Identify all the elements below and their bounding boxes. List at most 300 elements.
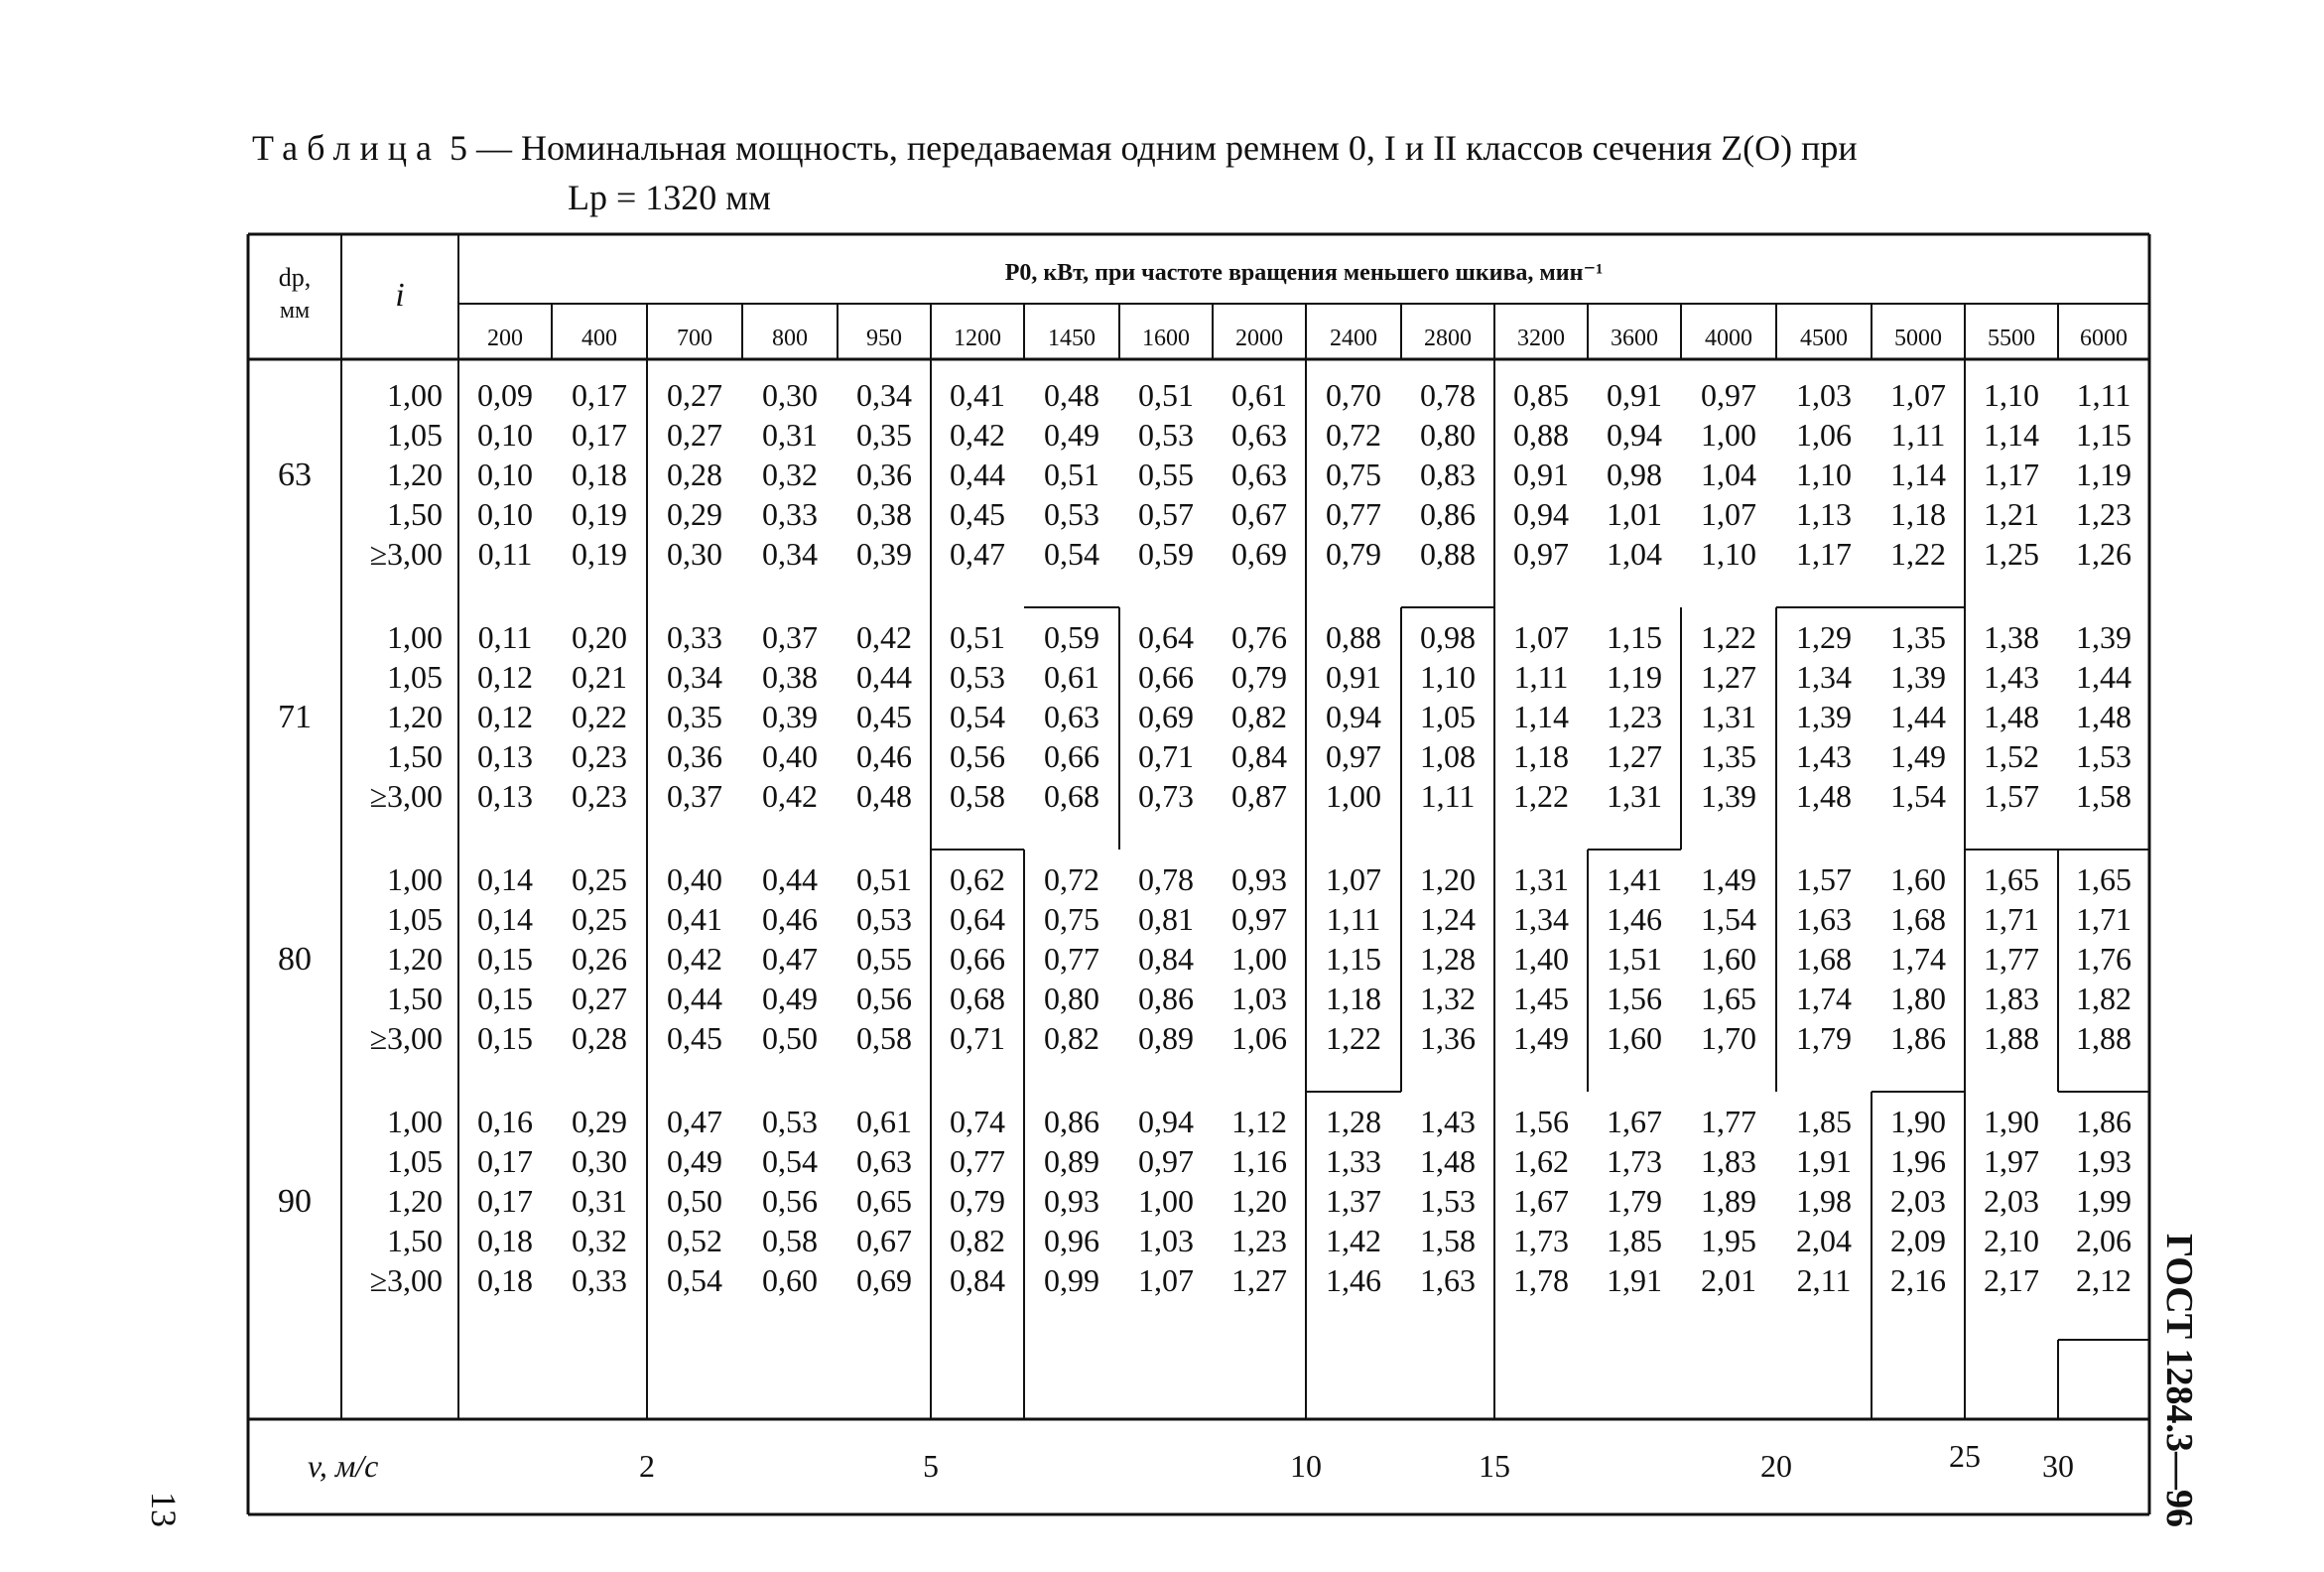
power-cell: 0,77: [1044, 941, 1099, 977]
power-cell: 1,90: [1890, 1104, 1946, 1139]
power-cell: 0,23: [572, 778, 627, 814]
power-cell: 0,44: [667, 981, 722, 1016]
power-cell: 1,88: [2076, 1020, 2131, 1056]
power-cell: 1,11: [1890, 417, 1946, 453]
rpm-header-cell: 3200: [1517, 326, 1565, 351]
power-cell: 1,26: [2076, 536, 2131, 572]
power-cell: 1,14: [1984, 417, 2039, 453]
power-cell: 0,20: [572, 619, 627, 655]
power-cell: 0,31: [762, 417, 818, 453]
power-cell: 0,44: [856, 659, 912, 695]
power-cell: 0,17: [477, 1183, 533, 1219]
power-cell: 1,48: [2076, 699, 2131, 734]
i-value: 1,50: [387, 1223, 443, 1258]
power-cell: 1,48: [1796, 778, 1852, 814]
power-cell: 1,17: [1796, 536, 1852, 572]
power-cell: 1,19: [2076, 457, 2131, 492]
i-value: 1,05: [387, 901, 443, 937]
power-cell: 0,69: [856, 1262, 912, 1298]
power-cell: 1,44: [1890, 699, 1946, 734]
power-cell: 0,83: [1420, 457, 1476, 492]
power-cell: 0,66: [1138, 659, 1194, 695]
power-cell: 1,04: [1607, 536, 1662, 572]
power-cell: 1,35: [1890, 619, 1946, 655]
power-cell: 0,64: [950, 901, 1005, 937]
power-cell: 1,27: [1607, 738, 1662, 774]
i-value: ≥3,00: [369, 1262, 443, 1298]
power-cell: 0,59: [1138, 536, 1194, 572]
power-cell: 2,16: [1890, 1262, 1946, 1298]
power-cell: 0,94: [1326, 699, 1381, 734]
power-cell: 1,11: [1420, 778, 1476, 814]
power-cell: 1,54: [1890, 778, 1946, 814]
i-value: 1,20: [387, 699, 443, 734]
power-cell: 0,69: [1231, 536, 1287, 572]
power-cell: 0,31: [572, 1183, 627, 1219]
power-cell: 0,21: [572, 659, 627, 695]
power-cell: 1,43: [1420, 1104, 1476, 1139]
rpm-header-cell: 1600: [1142, 326, 1190, 351]
power-cell: 0,36: [667, 738, 722, 774]
power-cell: 1,31: [1701, 699, 1756, 734]
power-cell: 0,42: [950, 417, 1005, 453]
power-cell: 0,26: [572, 941, 627, 977]
power-cell: 1,85: [1796, 1104, 1852, 1139]
power-cell: 1,73: [1607, 1143, 1662, 1179]
power-cell: 0,46: [856, 738, 912, 774]
power-cell: 0,66: [1044, 738, 1099, 774]
power-cell: 0,75: [1326, 457, 1381, 492]
power-cell: 1,20: [1420, 861, 1476, 897]
power-cell: 0,22: [572, 699, 627, 734]
power-cell: 0,86: [1138, 981, 1194, 1016]
power-cell: 0,27: [667, 417, 722, 453]
rpm-header-cell: 6000: [2080, 326, 2128, 351]
power-cell: 0,15: [477, 981, 533, 1016]
power-cell: 0,45: [950, 496, 1005, 532]
power-cell: 1,28: [1326, 1104, 1381, 1139]
power-cell: 1,15: [2076, 417, 2131, 453]
power-cell: 0,59: [1044, 619, 1099, 655]
power-cell: 1,63: [1420, 1262, 1476, 1298]
power-cell: 1,65: [1984, 861, 2039, 897]
power-cell: 1,17: [1984, 457, 2039, 492]
power-cell: 0,87: [1231, 778, 1287, 814]
power-cell: 1,98: [1796, 1183, 1852, 1219]
i-value: 1,50: [387, 496, 443, 532]
power-cell: 0,61: [856, 1104, 912, 1139]
power-cell: 1,70: [1701, 1020, 1756, 1056]
power-cell: 1,00: [1138, 1183, 1194, 1219]
rpm-header-cell: 800: [772, 326, 808, 351]
power-cell: 0,28: [572, 1020, 627, 1056]
power-cell: 0,63: [1231, 417, 1287, 453]
power-cell: 1,91: [1796, 1143, 1852, 1179]
power-cell: 1,67: [1607, 1104, 1662, 1139]
power-cell: 0,72: [1044, 861, 1099, 897]
power-cell: 0,98: [1420, 619, 1476, 655]
dp-value: 63: [278, 457, 312, 493]
power-cell: 0,61: [1231, 377, 1287, 413]
power-cell: 0,84: [950, 1262, 1005, 1298]
power-cell: 1,19: [1607, 659, 1662, 695]
power-cell: 0,35: [667, 699, 722, 734]
power-cell: 1,18: [1326, 981, 1381, 1016]
power-cell: 1,39: [1890, 659, 1946, 695]
power-cell: 0,86: [1420, 496, 1476, 532]
power-cell: 0,54: [950, 699, 1005, 734]
power-cell: 0,67: [856, 1223, 912, 1258]
power-cell: 0,77: [950, 1143, 1005, 1179]
i-header: i: [395, 277, 405, 314]
rpm-header-cell: 1200: [954, 326, 1001, 351]
power-cell: 0,63: [1231, 457, 1287, 492]
power-cell: 0,30: [667, 536, 722, 572]
i-value: 1,05: [387, 417, 443, 453]
power-cell: 0,99: [1044, 1262, 1099, 1298]
power-cell: 0,97: [1701, 377, 1756, 413]
power-cell: 0,09: [477, 377, 533, 413]
power-cell: 0,13: [477, 778, 533, 814]
power-cell: 1,63: [1796, 901, 1852, 937]
power-cell: 0,73: [1138, 778, 1194, 814]
velocity-mark: 5: [923, 1448, 939, 1484]
page-number: 13: [144, 1492, 184, 1527]
power-cell: 1,93: [2076, 1143, 2131, 1179]
power-cell: 0,37: [667, 778, 722, 814]
rpm-header-cell: 3600: [1611, 326, 1658, 351]
power-cell: 0,32: [762, 457, 818, 492]
power-cell: 0,34: [856, 377, 912, 413]
power-cell: 1,58: [1420, 1223, 1476, 1258]
power-cell: 0,19: [572, 496, 627, 532]
power-cell: 1,10: [1701, 536, 1756, 572]
rpm-header-cell: 1450: [1048, 326, 1096, 351]
power-cell: 0,71: [950, 1020, 1005, 1056]
power-cell: 1,10: [1420, 659, 1476, 695]
power-cell: 0,94: [1138, 1104, 1194, 1139]
power-cell: 0,44: [762, 861, 818, 897]
power-cell: 0,58: [856, 1020, 912, 1056]
power-cell: 0,54: [667, 1262, 722, 1298]
power-cell: 1,07: [1701, 496, 1756, 532]
power-cell: 1,60: [1890, 861, 1946, 897]
power-cell: 1,83: [1701, 1143, 1756, 1179]
power-cell: 0,27: [667, 377, 722, 413]
i-value: 1,20: [387, 457, 443, 492]
power-cell: 0,50: [762, 1020, 818, 1056]
power-cell: 1,20: [1231, 1183, 1287, 1219]
power-cell: 0,88: [1326, 619, 1381, 655]
power-cell: 0,39: [856, 536, 912, 572]
power-cell: 0,11: [477, 619, 533, 655]
power-cell: 0,54: [1044, 536, 1099, 572]
caption-label: Таблица: [252, 128, 441, 168]
power-cell: 1,51: [1607, 941, 1662, 977]
power-cell: 1,96: [1890, 1143, 1946, 1179]
power-cell: 0,96: [1044, 1223, 1099, 1258]
power-cell: 2,03: [1890, 1183, 1946, 1219]
power-cell: 0,45: [856, 699, 912, 734]
power-cell: 0,55: [1138, 457, 1194, 492]
power-cell: 1,14: [1890, 457, 1946, 492]
power-cell: 0,54: [762, 1143, 818, 1179]
power-cell: 1,60: [1607, 1020, 1662, 1056]
power-cell: 0,61: [1044, 659, 1099, 695]
power-cell: 0,97: [1138, 1143, 1194, 1179]
power-cell: 0,27: [572, 981, 627, 1016]
velocity-mark: 15: [1479, 1448, 1510, 1484]
power-cell: 0,34: [762, 536, 818, 572]
power-cell: 0,14: [477, 901, 533, 937]
power-cell: 1,00: [1326, 778, 1381, 814]
power-cell: 1,18: [1513, 738, 1569, 774]
power-cell: 1,79: [1607, 1183, 1662, 1219]
power-cell: 0,10: [477, 417, 533, 453]
power-cell: 0,67: [1231, 496, 1287, 532]
power-cell: 1,23: [1607, 699, 1662, 734]
power-cell: 0,19: [572, 536, 627, 572]
power-cell: 0,66: [950, 941, 1005, 977]
power-cell: 0,77: [1326, 496, 1381, 532]
power-cell: 1,31: [1513, 861, 1569, 897]
power-cell: 0,58: [762, 1223, 818, 1258]
power-cell: 1,39: [1701, 778, 1756, 814]
power-cell: 1,53: [2076, 738, 2131, 774]
i-value: 1,20: [387, 1183, 443, 1219]
power-cell: 0,53: [1044, 496, 1099, 532]
i-value: 1,20: [387, 941, 443, 977]
power-cell: 0,51: [1044, 457, 1099, 492]
power-cell: 1,24: [1420, 901, 1476, 937]
dp-value: 71: [278, 699, 312, 735]
velocity-mark: 25: [1949, 1438, 1981, 1474]
power-cell: 1,44: [2076, 659, 2131, 695]
power-cell: 1,39: [2076, 619, 2131, 655]
power-cell: 0,46: [762, 901, 818, 937]
power-cell: 0,56: [762, 1183, 818, 1219]
power-cell: 1,49: [1513, 1020, 1569, 1056]
power-cell: 0,17: [572, 417, 627, 453]
power-cell: 1,52: [1984, 738, 2039, 774]
velocity-mark: 20: [1760, 1448, 1792, 1484]
power-cell: 0,63: [1044, 699, 1099, 734]
power-cell: 0,51: [950, 619, 1005, 655]
power-cell: 0,78: [1420, 377, 1476, 413]
power-cell: 1,53: [1420, 1183, 1476, 1219]
power-cell: 1,57: [1984, 778, 2039, 814]
power-cell: 0,16: [477, 1104, 533, 1139]
power-cell: 0,49: [762, 981, 818, 1016]
power-cell: 1,15: [1326, 941, 1381, 977]
power-cell: 1,42: [1326, 1223, 1381, 1258]
power-cell: 0,89: [1044, 1143, 1099, 1179]
power-cell: 0,75: [1044, 901, 1099, 937]
power-cell: 1,07: [1138, 1262, 1194, 1298]
power-cell: 0,11: [477, 536, 533, 572]
power-cell: 1,00: [1231, 941, 1287, 977]
power-cell: 1,15: [1607, 619, 1662, 655]
power-cell: 0,33: [572, 1262, 627, 1298]
power-cell: 0,33: [762, 496, 818, 532]
power-cell: 1,46: [1607, 901, 1662, 937]
power-cell: 0,29: [667, 496, 722, 532]
power-cell: 0,82: [1231, 699, 1287, 734]
power-cell: 0,53: [762, 1104, 818, 1139]
power-cell: 1,11: [1326, 901, 1381, 937]
i-value: 1,50: [387, 738, 443, 774]
power-cell: 0,25: [572, 901, 627, 937]
power-cell: 0,41: [667, 901, 722, 937]
power-cell: 1,22: [1701, 619, 1756, 655]
power-cell: 0,47: [667, 1104, 722, 1139]
power-cell: 0,48: [856, 778, 912, 814]
power-cell: 0,42: [667, 941, 722, 977]
power-cell: 0,14: [477, 861, 533, 897]
power-cell: 1,49: [1890, 738, 1946, 774]
power-cell: 1,22: [1890, 536, 1946, 572]
power-cell: 1,06: [1231, 1020, 1287, 1056]
power-cell: 0,69: [1138, 699, 1194, 734]
power-cell: 0,84: [1138, 941, 1194, 977]
power-cell: 0,71: [1138, 738, 1194, 774]
power-cell: 2,10: [1984, 1223, 2039, 1258]
power-cell: 1,23: [2076, 496, 2131, 532]
power-cell: 1,07: [1890, 377, 1946, 413]
power-cell: 0,53: [856, 901, 912, 937]
power-cell: 0,35: [856, 417, 912, 453]
power-cell: 1,62: [1513, 1143, 1569, 1179]
power-cell: 1,16: [1231, 1143, 1287, 1179]
power-cell: 0,49: [667, 1143, 722, 1179]
power-cell: 1,00: [1701, 417, 1756, 453]
caption-text: — Номинальная мощность, передаваемая одним ремнем 0, I и II классов сечения Z(O) при: [475, 128, 1858, 168]
power-cell: 0,51: [1138, 377, 1194, 413]
power-cell: 1,01: [1607, 496, 1662, 532]
rpm-header-cell: 2000: [1235, 326, 1283, 351]
power-cell: 0,93: [1231, 861, 1287, 897]
power-cell: 0,85: [1513, 377, 1569, 413]
velocity-mark: 2: [639, 1448, 655, 1484]
power-cell: 2,01: [1701, 1262, 1756, 1298]
power-cell: 1,07: [1326, 861, 1381, 897]
power-cell: 0,76: [1231, 619, 1287, 655]
power-cell: 0,84: [1231, 738, 1287, 774]
power-cell: 0,74: [950, 1104, 1005, 1139]
power-cell: 0,41: [950, 377, 1005, 413]
i-value: 1,50: [387, 981, 443, 1016]
power-cell: 1,95: [1701, 1223, 1756, 1258]
power-cell: 0,38: [762, 659, 818, 695]
power-cell: 0,40: [762, 738, 818, 774]
p0-header: P0, кВт, при частоте вращения меньшего шкива, мин⁻¹: [1004, 260, 1604, 286]
power-cell: 0,57: [1138, 496, 1194, 532]
power-cell: 0,37: [762, 619, 818, 655]
power-cell: 1,14: [1513, 699, 1569, 734]
power-cell: 1,27: [1231, 1262, 1287, 1298]
power-cell: 1,31: [1607, 778, 1662, 814]
power-cell: 0,97: [1513, 536, 1569, 572]
power-cell: 1,22: [1326, 1020, 1381, 1056]
power-cell: 1,03: [1138, 1223, 1194, 1258]
power-cell: 0,91: [1513, 457, 1569, 492]
power-cell: 1,35: [1701, 738, 1756, 774]
power-cell: 1,74: [1890, 941, 1946, 977]
power-cell: 0,82: [950, 1223, 1005, 1258]
power-cell: 1,38: [1984, 619, 2039, 655]
power-cell: 2,11: [1796, 1262, 1852, 1298]
power-cell: 1,97: [1984, 1143, 2039, 1179]
power-cell: 1,25: [1984, 536, 2039, 572]
power-cell: 1,56: [1513, 1104, 1569, 1139]
velocity-mark: 10: [1290, 1448, 1322, 1484]
power-cell: 0,42: [762, 778, 818, 814]
power-cell: 1,22: [1513, 778, 1569, 814]
velocity-label: v, м/с: [308, 1448, 379, 1484]
power-cell: 0,50: [667, 1183, 722, 1219]
power-cell: 0,89: [1138, 1020, 1194, 1056]
power-cell: 1,10: [1796, 457, 1852, 492]
power-cell: 1,39: [1796, 699, 1852, 734]
i-value: 1,00: [387, 1104, 443, 1139]
power-cell: 0,72: [1326, 417, 1381, 453]
power-cell: 1,43: [1796, 738, 1852, 774]
power-cell: 0,97: [1326, 738, 1381, 774]
rpm-header-cell: 400: [581, 326, 617, 351]
power-cell: 1,56: [1607, 981, 1662, 1016]
power-cell: 0,49: [1044, 417, 1099, 453]
power-cell: 0,15: [477, 941, 533, 977]
power-cell: 0,18: [477, 1223, 533, 1258]
power-cell: 1,40: [1513, 941, 1569, 977]
power-cell: 1,79: [1796, 1020, 1852, 1056]
power-cell: 0,18: [477, 1262, 533, 1298]
power-cell: 1,83: [1984, 981, 2039, 1016]
power-cell: 0,17: [572, 377, 627, 413]
power-cell: 1,08: [1420, 738, 1476, 774]
rpm-header-cell: 200: [487, 326, 523, 351]
power-cell: 1,65: [2076, 861, 2131, 897]
rpm-header-cell: 2800: [1424, 326, 1472, 351]
power-cell: 0,94: [1607, 417, 1662, 453]
power-cell: 0,17: [477, 1143, 533, 1179]
power-cell: 1,41: [1607, 861, 1662, 897]
power-cell: 0,12: [477, 659, 533, 695]
power-cell: 0,91: [1326, 659, 1381, 695]
power-cell: 0,88: [1513, 417, 1569, 453]
power-cell: 0,98: [1607, 457, 1662, 492]
power-cell: 0,91: [1607, 377, 1662, 413]
power-cell: 0,12: [477, 699, 533, 734]
power-cell: 0,55: [856, 941, 912, 977]
power-cell: 1,46: [1326, 1262, 1381, 1298]
rpm-header-cell: 5500: [1988, 326, 2035, 351]
caption-line2: Lр = 1320 мм: [568, 178, 771, 217]
power-cell: 1,71: [1984, 901, 2039, 937]
power-cell: 0,36: [856, 457, 912, 492]
power-cell: 0,68: [1044, 778, 1099, 814]
rpm-header-cell: 5000: [1894, 326, 1942, 351]
rpm-header-cell: 2400: [1330, 326, 1377, 351]
power-cell: 0,30: [572, 1143, 627, 1179]
power-cell: 1,67: [1513, 1183, 1569, 1219]
power-cell: 1,45: [1513, 981, 1569, 1016]
power-cell: 1,91: [1607, 1262, 1662, 1298]
power-cell: 1,28: [1420, 941, 1476, 977]
power-cell: 1,07: [1513, 619, 1569, 655]
power-cell: 0,28: [667, 457, 722, 492]
power-cell: 1,37: [1326, 1183, 1381, 1219]
